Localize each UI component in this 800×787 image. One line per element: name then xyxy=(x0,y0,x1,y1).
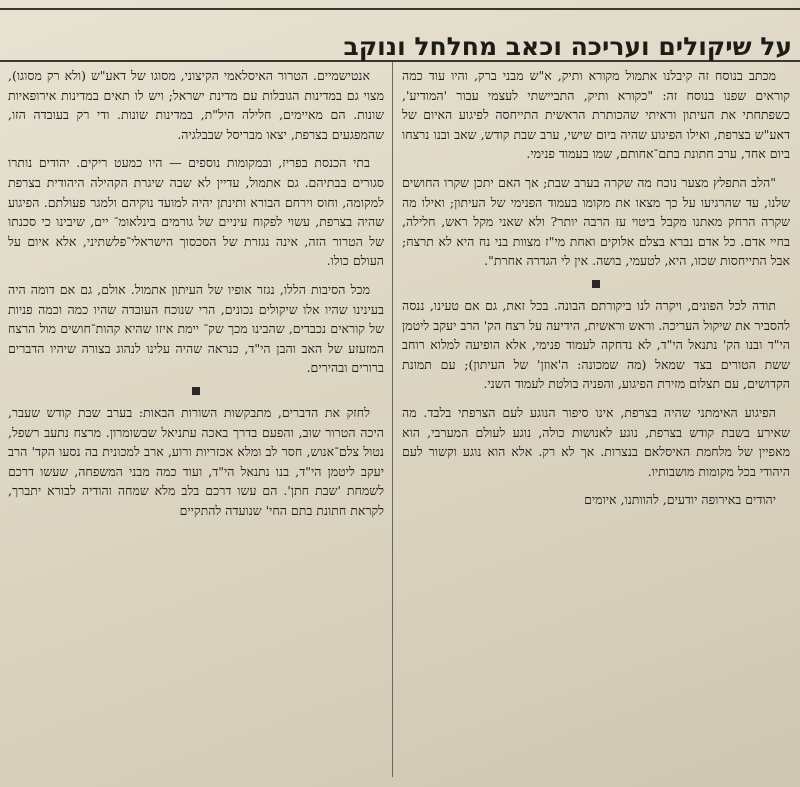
paragraph: אנטישמיים. הטרור האיסלאמי הקיצוני, מסוגו של דאע"ש (ולא רק מסוגו), מצוי גם במדינות הגובלות עם מדינת ישראל; ויש לו תאים במדינות אירופאיות שונות. הם מאיימים, חלילה היל"ת, במדינות שונות. ודי רק בעובדה הזו, שהמפגעים בצרפת, יצאו מבריסל שבבלגיה. xyxy=(8,68,384,142)
section-separator-square xyxy=(592,280,600,288)
article-headline: על שיקולים ועריכה וכאב מחלחל ונוקב xyxy=(343,32,792,61)
paragraph: מכל הסיבות הללו, נגזר אופיו של העיתון אתמול. אולם, גם אם דומה היה בעינינו שהיו אלו שיקולים נכונים, הרי שנוכח העובדה שהיו כמה וכמה פניות של קוראים נכבדים, שהבינו מכך שק־ יימת איזו שהיא קהות־חושים מול הרצח המזעזע של האב והבן הי"ד, כנראה שהיה עלינו לנהוג בצורה שיהיו הדברים ברורים ובהירים. xyxy=(8,281,384,376)
paragraph: "הלב התפלץ מצער נוכח מה שקרה בערב שבת; אך האם יתכן שקרו החושים שלנו, עד שהרגיעו על כך מצאו את מקומו בעמוד הפנימי של העיתון; ואילו מה שקרה הרחק מאתנו מקבל ביטוי עז הרבה יותר? ולא שאני מקל ראש, חלילה, בחיי אדם. כל אדם נברא בצלם אלוקים ואחת מי"ז מצוות בני נח היא לא תרצח; אבל התייחסות שכזו, היא, לטעמי, בושה. אין לי הגדרה אחרת". xyxy=(402,174,790,269)
right-column xyxy=(402,66,790,781)
paragraph: בתי הכנסת בפריז, ובמקומות נוספים — היו כמעט ריקים. יהודים נותרו סגורים בבתיהם. גם אתמול, עדיין לא שבה שיגרת הקהילה היהודית בצרפת למקומה, וחוס וירחם הבורא ותינתן יהיה למועד נוקיהם ולמגר פעולתם. הפיגוע שהיה בצרפת, עשוי לפקוח עיניים של גורמים בינלאומ־ יים, שיבינו כי סכנתו של הטרור הזה, אינה נגזרת של הסכסוך הישראלי־פלשתיני, אלא איום על העולם כולו. xyxy=(8,155,384,269)
paragraph: מכתב בנוסח זה קיבלנו אתמול מקורא ותיק, א"ש מבני ברק, והיו עוד כמה קוראים שפנו בנוסח זה: "כקורא ותיק, התביישתי לעצמי עבור 'המודיע', כשפתחתי את העיתון וראיתי שהכותרת הראשית התייחסה לפיגוע האיום של דאע"ש בצרפת, ואילו הפיגוע שהיה ביום שישי, ערב שבת קודש, שאב ובנו נרצחו ביום אחד, ערב חתונת בתם־אחותם, שמו בעמוד פנימי. xyxy=(402,68,790,162)
paragraph: לחזק את הדברים, מתבקשות השורות הבאות: בערב שבת קודש שעבר, היכה הטרור שוב, והפעם בדרך באכה עתניאל שבשומרון. מרצח נתעב רשפל, נטול צלם־אנוש, חסר לב ומלא אכזריות ורוע, ארב למכונית בה נסעו הקד' הרב יעקב ליטמן הי"ד, בנו נתנאל הי"ד, ועוד כמה מבני המשפחה, שעשו דרכם לשמחת 'שבת חתן'. הם עשו דרכם בלב מלא שמחה והודיה לבורא יתברך, לקראת חתונת בתם החי' שנועדה להתקיים xyxy=(8,404,384,518)
left-column xyxy=(8,66,384,781)
top-rule xyxy=(0,8,800,10)
headline-bar xyxy=(0,14,800,62)
paragraph: תודה לכל הפונים, ויקרה לנו ביקורתם הבונה. בכל זאת, גם אם טעינו, ננסה להסביר את שיקול העריכה. וראש וראשית, הידיעה על רצח הק' הרב יעקב ליטמן הי"ד ובנו הק' נתנאל הי"ד, לא נדחקה לעמוד פנימי, אלא הופיעה למלוא רוחב ששת הטורים בצד שמאל (מה שמכונה: ה'אוזן' של העיתון); עם תמונת הקדושים, עם תצלום מזירת הפיגוע, והפניה בולטת לעמוד השני. xyxy=(402,297,790,392)
column-divider xyxy=(392,62,393,777)
paragraph: הפיגוע האימתני שהיה בצרפת, אינו סיפור הנוגע לעם הצרפתי בלבד. מה שאירע בשבת קודש בצרפת, נוגע לאנושות כולה, נוגע לעולם המערבי, הוא מאפיין של מלחמת האיסלאם בנצרות. אך לא רק. אלא הוא נוגע וקשור לעם היהודי בכל מקומות מושבותיו. xyxy=(402,404,790,479)
paragraph: יהודים באירופה יודעים, להוותנו, איומים xyxy=(584,492,776,508)
section-separator-square xyxy=(192,387,200,395)
